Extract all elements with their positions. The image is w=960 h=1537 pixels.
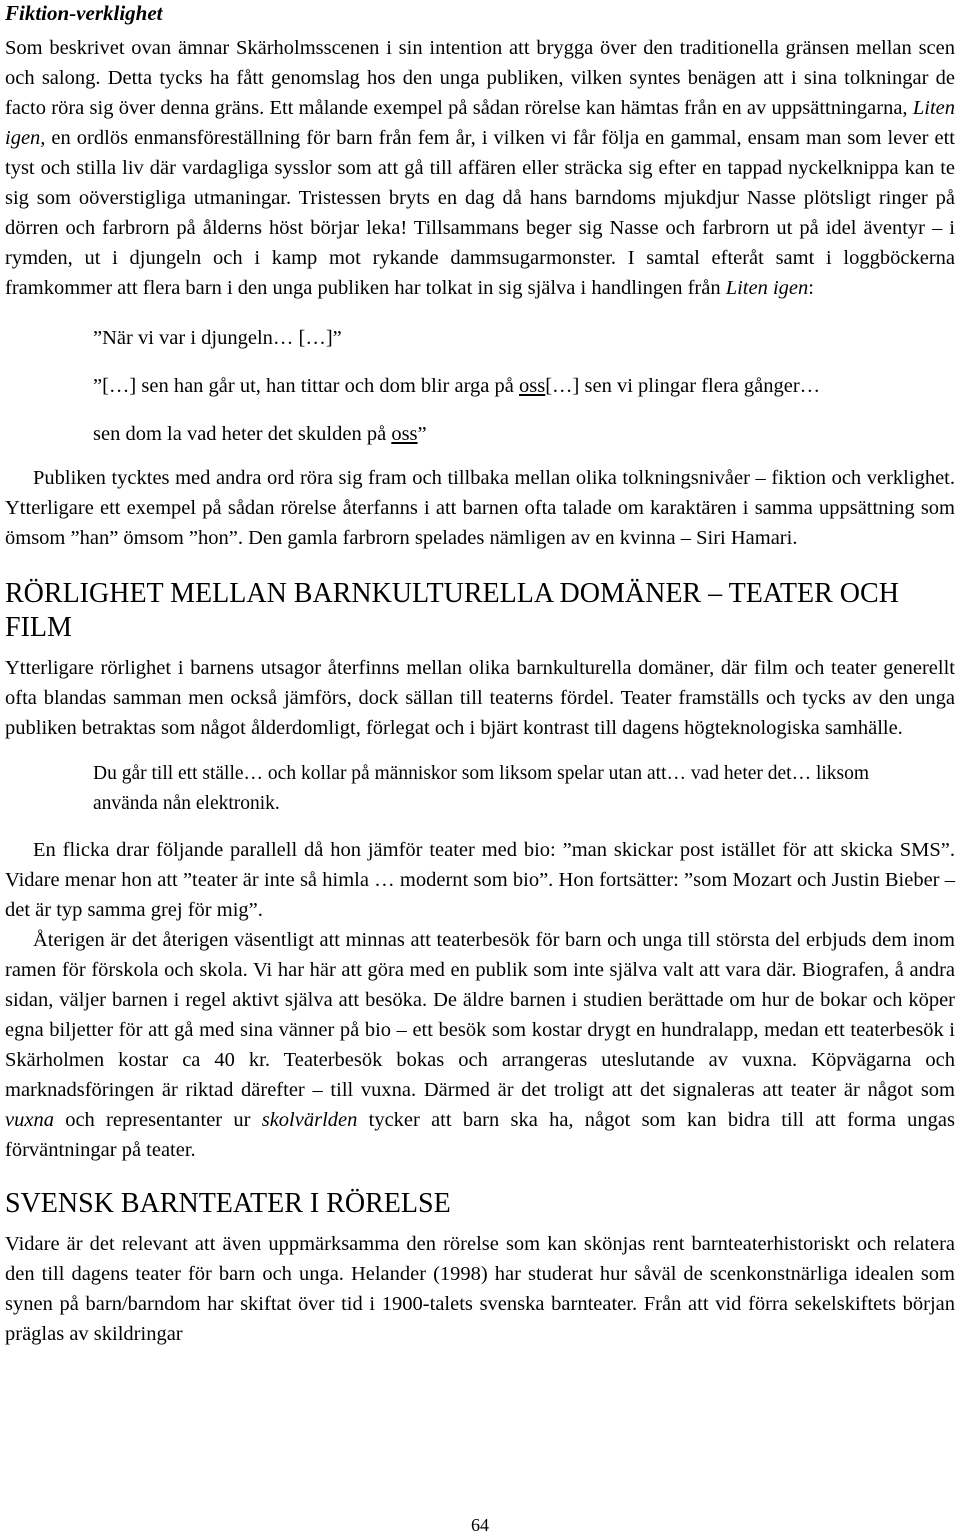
heading-swedish-children-theatre: SVENSK BARNTEATER I RÖRELSE xyxy=(5,1188,451,1219)
quote-child-3: sen dom la vad heter det skulden på oss” xyxy=(93,423,427,445)
quote-child-1: ”När vi var i djungeln… […]” xyxy=(93,327,342,349)
play-title: Liten igen, xyxy=(5,97,955,149)
quote-electronics: Du går till ett ställe… och kollar på människor som liksom spelar utan att… vad heter det… liksom använda nån elektronik. xyxy=(93,763,870,814)
paragraph-girl-parallel: En flicka drar följande parallell då hon jämför teater med bio: ”man skickar post istället för att skicka SMS”. Vidare menar hon att ”teater är inte så himla … modernt som bio”. Hon fortsätter: ”som Mozart och Justin Bieber – det är typ samma grej för mig”. xyxy=(5,839,955,921)
paragraph-history: Vidare är det relevant att även uppmärksamma den rörelse som kan skönjas rent barnteaterhistoriskt och relatera den till dagens teater för barn och unga. Helander (1998) har studerat hur såväl de scenkonstnärliga idealen som synen på barn/barndom har skiftat över tid i 1900-talets svenska barnteater. Från att vid förra sekelskiftets början präglas av skildringar xyxy=(5,1233,955,1345)
heading-theatre-film: RÖRLIGHET MELLAN BARNKULTURELLA DOMÄNER – TEATER OCH FILM xyxy=(5,578,899,643)
section-title: Fiktion-verklighet xyxy=(5,1,163,25)
paragraph-school-visits: Återigen är det återigen väsentligt att minnas att teaterbesök för barn och unga till största del erbjuds dem inom ramen för förskola och skola. Vi har här att göra med en publik som inte själva valt att vara där. Biografen, å andra sidan, väljer barnen i regel aktivt själva att besöka. De äldre barnen i studien berättade om hur de bokar och köper egna biljetter för att gå med sina vänner på bio – ett besök som kostar drygt en hundralapp, medan ett teaterbesök i Skärholmen kostar ca 40 kr. Teaterbesök bokas och arrangeras uteslutande av vuxna. Köpvägarna och marknadsföringen är riktad därefter – till vuxna. Därmed är det troligt att det signaleras att teater är något som vuxna och representanter ur skolvärlden tycker att barn ska ha, något som kan bidra till att forma ungas förväntningar på teater. xyxy=(5,929,955,1161)
play-title: Liten igen xyxy=(725,277,809,299)
document-page xyxy=(5,0,955,1349)
paragraph-domains: Ytterligare rörlighet i barnens utsagor återfinns mellan olika barnkulturella domäner, där film och teater generellt ofta blandas samman men också jämförs, dock sällan till teaterns fördel. Teater framställs och tycks av den unga publiken betraktas som något ålderdomligt, förlegat och i bjärt kontrast till dagens högteknologiska samhälle. xyxy=(5,657,955,739)
paragraph-fiction-reality: Som beskrivet ovan ämnar Skärholmsscenen i sin intention att brygga över den traditionella gränsen mellan scen och salong. Detta tycks ha fått genomslag hos den unga publiken, vilken syntes benägen att i sina tolkningar de facto röra sig över denna gräns. Ett målande exempel på sådan rörelse kan hämtas från en av uppsättningarna, Liten igen, en ordlös enmansföreställning för barn från fem år, i vilken vi får följa en gammal, ensam man som lever ett tyst och stilla liv där vardagliga sysslor som att gå till affären eller sträcka sig efter en tappad nyckelknippa kan te sig som oöverstigliga utmaningar. Tristessen bryts en dag då hans barndoms mjukdjur Nasse plötsligt ringer på dörren och farbrorn på ålderns höst börjar leka! Tillsammans beger sig Nasse och farbrorn ut på idel äventyr – i rymden, ut i djungeln och i kamp mot rykande dammsugarmonster. I samtal efteråt samt i loggböckerna framkommer att flera barn i den unga publiken har tolkat in sig själva i handlingen från Liten igen: xyxy=(5,37,955,299)
page-number: 64 xyxy=(471,1515,489,1535)
quote-child-2: ”[…] sen han går ut, han tittar och dom blir arga på oss[…] sen vi plingar flera gånger… xyxy=(93,375,821,397)
paragraph-interpretation-levels: Publiken tycktes med andra ord röra sig fram och tillbaka mellan olika tolkningsnivåer – fiktion och verklighet. Ytterligare ett exempel på sådan rörelse återfanns i att barnen ofta talade om karaktären i samma uppsättning som ömsom ”han” ömsom ”hon”. Den gamla farbrorn spelades nämligen av en kvinna – Siri Hamari. xyxy=(5,467,955,549)
